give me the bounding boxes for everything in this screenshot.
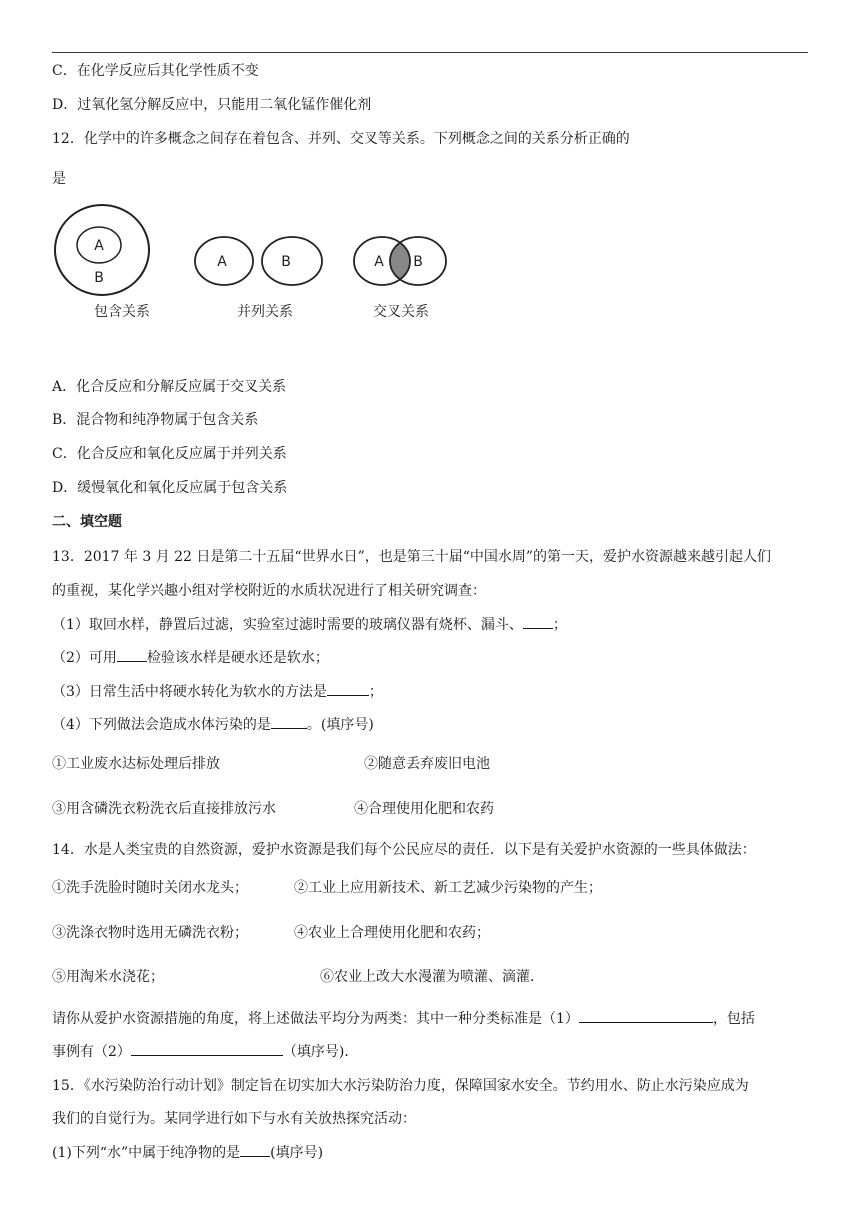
q13-stem: 13．2017 年 3 月 22 日是第二十五届“世界水日”，也是第三十届“中国水周”的第一天，爱护水资源越来越引起人们 [52, 549, 772, 565]
parallel-label: 并列关系 [237, 304, 293, 320]
q12-stem-cont: 是 [52, 171, 66, 187]
q13-part1-blank[interactable] [523, 614, 553, 629]
q15-stem-cont: 我们的自觉行为。某同学进行如下与水有关放热探究活动： [52, 1111, 416, 1127]
q13-stem-cont: 的重视，某化学兴趣小组对学校附近的水质状况进行了相关研究调查： [52, 583, 486, 599]
contain-label: 包含关系 [94, 304, 150, 320]
q14-item-1: ①洗手洗脸时随时关闭水龙头； [52, 880, 248, 896]
contain-a: A [94, 238, 104, 254]
relationship-diagram [52, 200, 462, 330]
q14-item-2: ②工业上应用新技术、新工艺减少污染物的产生； [294, 880, 602, 896]
q13-part3-text: （3）日常生活中将硬水转化为软水的方法是 [52, 684, 327, 700]
parallel-diagram [195, 237, 322, 320]
q15-part1-end: (填序号) [270, 1145, 324, 1161]
q14-ask-2-end: （填序号)． [282, 1044, 359, 1060]
option-c-prev: C．在化学反应后其化学性质不变 [52, 63, 259, 79]
cross-a: A [374, 254, 384, 270]
q13-choice-3: ③用含磷洗衣粉洗衣后直接排放污水 [52, 801, 276, 817]
q13-part2 [52, 647, 329, 668]
q14-item-5: ⑤用淘米水浇花； [52, 969, 164, 985]
q12-option-b: B．混合物和纯净物属于包含关系 [52, 412, 259, 428]
q12-option-c: C．化合反应和氧化反应属于并列关系 [52, 446, 287, 462]
q15-stem: 15．《水污染防治行动计划》制定旨在切实加大水污染防治力度，保障国家水安全。节约用水、防止水污染应成为 [52, 1078, 749, 1094]
q15-part1 [52, 1142, 323, 1163]
q12-option-a: A．化合反应和分解反应属于交叉关系 [52, 379, 287, 395]
q13-part4-blank[interactable] [271, 714, 307, 729]
header-rule [52, 52, 808, 53]
q14-ask-1-end: ，包括 [712, 1011, 755, 1027]
q14-ask-1-text: 请你从爱护水资源措施的角度，将上述做法平均分为两类：其中一种分类标准是（1） [52, 1011, 579, 1027]
q13-part2-blank[interactable] [117, 647, 147, 662]
q13-part2-end: 检验该水样是硬水还是软水； [146, 650, 329, 666]
parallel-a: A [217, 254, 227, 270]
q12-option-d: D．缓慢氧化和氧化反应属于包含关系 [52, 480, 288, 496]
q13-choice-2: ②随意丢弃废旧电池 [364, 756, 490, 772]
q14-blank-2[interactable] [131, 1041, 283, 1056]
q15-part1-text: (1)下列“水”中属于纯净物的是 [52, 1145, 241, 1161]
q12-stem: 12．化学中的许多概念之间存在着包含、并列、交叉等关系。下列概念之间的关系分析正确的 [52, 131, 630, 147]
cross-b: B [413, 254, 423, 270]
q13-part4 [52, 714, 374, 735]
q14-blank-1[interactable] [579, 1008, 713, 1023]
cross-diagram [354, 237, 446, 320]
q14-item-3: ③洗涤衣物时选用无磷洗衣粉； [52, 925, 248, 941]
q13-choice-1: ①工业废水达标处理后排放 [52, 756, 220, 772]
contain-b: B [94, 270, 104, 286]
q14-item-6: ⑥农业上改大水漫灌为喷灌、滴灌． [320, 969, 544, 985]
cross-label: 交叉关系 [373, 304, 429, 320]
q14-ask-1 [52, 1008, 755, 1029]
q14-stem: 14．水是人类宝贵的自然资源，爱护水资源是我们每个公民应尽的责任．以下是有关爱护水资源的一些具体做法： [52, 842, 756, 858]
q13-part2-text: （2）可用 [52, 650, 117, 666]
q13-part3-end: ； [368, 684, 383, 700]
q13-part1-text: （1）取回水样，静置后过滤，实验室过滤时需要的玻璃仪器有烧杯、漏斗、 [52, 617, 523, 633]
q13-part1-end: ； [552, 617, 567, 633]
q13-part4-end: 。(填序号) [306, 717, 374, 733]
q14-item-4: ④农业上合理使用化肥和农药； [294, 925, 490, 941]
q14-ask-2-text: 事例有（2） [52, 1044, 131, 1060]
q15-part1-blank[interactable] [240, 1142, 270, 1157]
q13-part3-blank[interactable] [327, 681, 369, 696]
section-title: 二、填空题 [52, 514, 122, 530]
q14-ask-2 [52, 1041, 358, 1062]
q13-choice-4: ④合理使用化肥和农药 [354, 801, 494, 817]
q13-part3 [52, 681, 383, 702]
q13-part1 [52, 614, 567, 635]
option-d-prev: D．过氧化氢分解反应中，只能用二氧化锰作催化剂 [52, 97, 372, 113]
parallel-b: B [281, 254, 291, 270]
contain-diagram [55, 205, 150, 320]
q13-part4-text: （4）下列做法会造成水体污染的是 [52, 717, 271, 733]
